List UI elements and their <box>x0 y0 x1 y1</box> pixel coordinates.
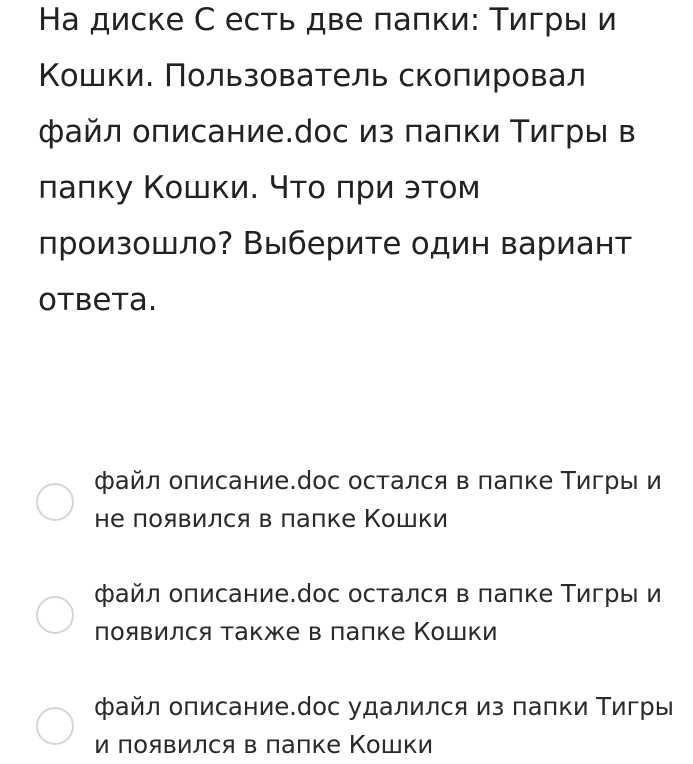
answer-option-2-label: файл описание.doc остался в папке Тигры и появился также в папке Кошки <box>94 579 662 646</box>
question-text: На диске С есть две папки: Тигры и Кошки. Пользователь скопировал файл описание.doc из папки Тигры в папку Кошки. Что при этом произошло? Выберите один вариант ответа. <box>38 2 636 318</box>
radio-button-1[interactable] <box>36 483 74 521</box>
radio-button-3[interactable] <box>36 707 74 745</box>
answer-option-3-label: файл описание.doc удалился из папки Тигры и появился в папке Кошки <box>94 692 674 759</box>
answer-option-1-label: файл описание.doc остался в папке Тигры и не появился в папке Кошки <box>94 466 662 533</box>
radio-button-2[interactable] <box>36 596 74 634</box>
